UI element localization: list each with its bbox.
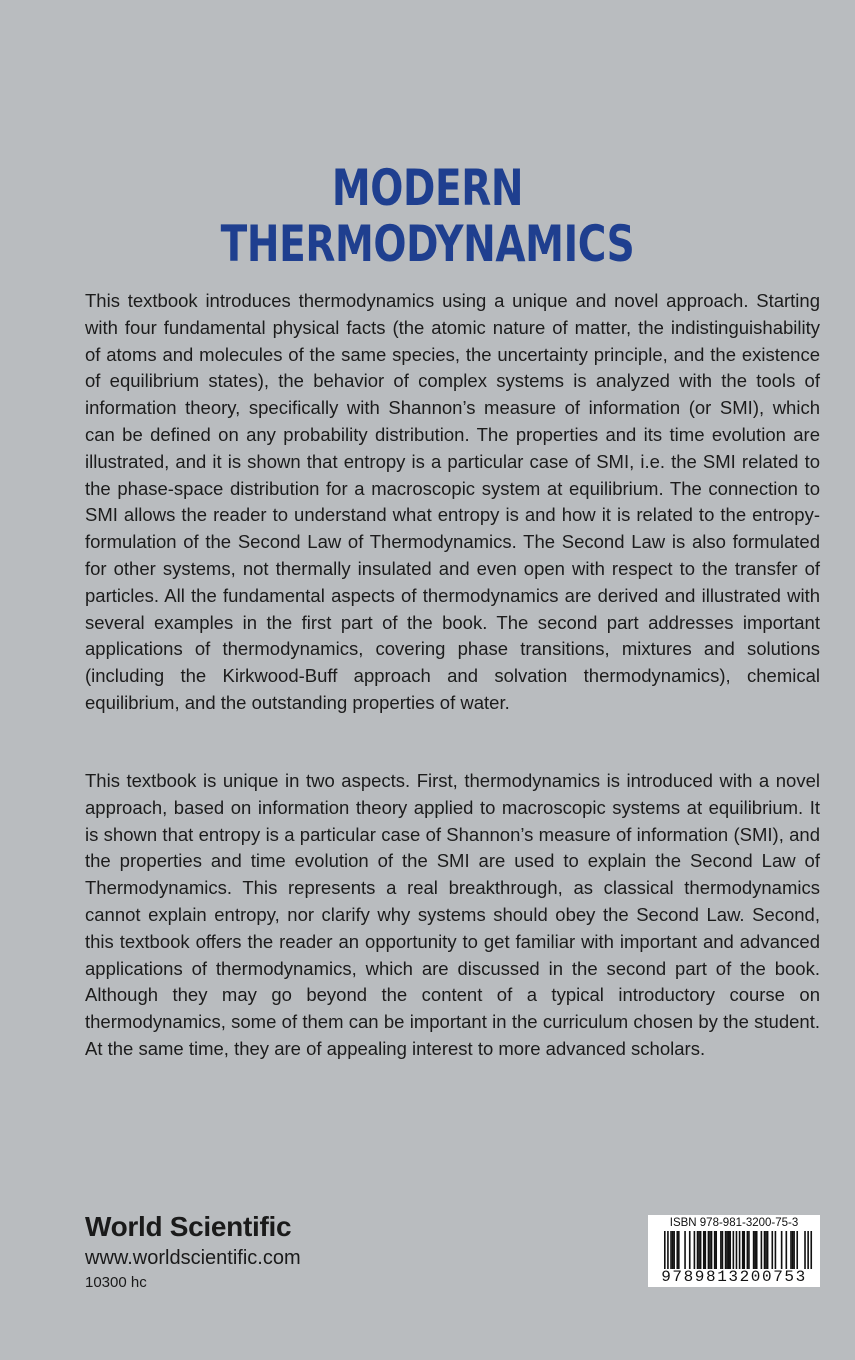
- barcode-bar: [700, 1231, 702, 1269]
- title-line-1: MODERN: [331, 159, 524, 217]
- barcode-bar: [796, 1231, 798, 1269]
- barcode-bar: [756, 1231, 758, 1269]
- barcode-bar: [765, 1231, 767, 1269]
- barcode-bar: [790, 1231, 792, 1269]
- barcode-bar: [697, 1231, 699, 1269]
- barcode-bar: [694, 1231, 696, 1269]
- barcode-bar: [720, 1231, 722, 1269]
- barcode-bar: [728, 1231, 730, 1269]
- barcode-bar: [792, 1231, 794, 1269]
- barcode-bar: [664, 1231, 666, 1271]
- barcode-bar: [748, 1231, 750, 1269]
- barcode-bar: [725, 1231, 727, 1269]
- barcode-bar: [804, 1231, 806, 1269]
- barcode-bar: [670, 1231, 672, 1269]
- barcode-bar: [722, 1231, 724, 1269]
- barcode-bar: [711, 1231, 713, 1269]
- barcode-bar: [667, 1231, 669, 1271]
- description-paragraph-2: This textbook is unique in two aspects. First, thermodynamics is introduced with a novel approach, based on information theory applied to macroscopic systems at equilibrium. It is shown that entropy is a particular case of Shannon’s measure of information (SMI), and the properties and time evolution of the SMI are used to explain the Second Law of Thermodynamics. This represents a real breakthrough, as classical thermodynamics cannot explain entropy, nor clarify why systems should obey the Second Law. Second, this textbook offers the reader an opportunity to get familiar with important and advanced applications of thermodynamics, which are discussed in the second part of the book. Although they may go beyond the content of a typical introductory course on thermodynamics, some of them can be important in the curriculum chosen by the student. At the same time, they are of appealing interest to more advanced scholars.: [85, 770, 820, 1059]
- barcode-bar: [771, 1231, 773, 1269]
- title-line-2: THERMODYNAMICS: [220, 215, 635, 273]
- barcode-bar: [678, 1231, 680, 1269]
- description-paragraph-1: This textbook introduces thermodynamics using a unique and novel approach. Starting with four fundamental physical facts (the atomic nature of matter, the indistinguishability of atoms and molecules of the same species, the uncertainty principle, and the existence of equilibrium states), the behavior of complex systems is analyzed with the tools of information theory, specifically with Shannon’s measure of information (or SMI), which can be defined on any probability distribution. The properties and its time evolution are illustrated, and it is shown that entropy is a particular case of SMI, i.e. the SMI related to the phase-space distribution for a macroscopic system at equilibrium. The connection to SMI allows the reader to understand what entropy is and how it is related to the entropy-formulation of the Second Law of Thermodynamics. The Second Law is also formulated for other systems, not thermally insulated and even open with respect to the transfer of particles. All the fundamental aspects of thermodynamics are derived and illustrated with several examples in the first part of the book. The second part addresses important applications of thermodynamics, covering phase transitions, mixtures and solutions (including the Kirkwood-Buff approach and solvation thermodynamics), chemical equilibrium, and the outstanding properties of water.: [85, 290, 820, 713]
- barcode-bar: [786, 1231, 788, 1269]
- barcode-bar: [761, 1231, 763, 1269]
- barcode-bars: [652, 1231, 816, 1271]
- barcode-bar: [764, 1231, 766, 1269]
- barcode-bar: [698, 1231, 700, 1269]
- barcode-bar: [747, 1231, 749, 1269]
- barcode-bar: [703, 1231, 705, 1269]
- barcode-bar: [714, 1231, 716, 1269]
- barcode-bar: [708, 1231, 710, 1269]
- barcode-bar: [733, 1231, 735, 1269]
- barcode-bar: [767, 1231, 769, 1269]
- product-code: 10300 hc: [85, 1274, 147, 1291]
- barcode-bar: [793, 1231, 795, 1269]
- barcode-bar: [775, 1231, 777, 1269]
- barcode-bar: [673, 1231, 675, 1269]
- barcode-bar: [807, 1231, 809, 1271]
- barcode-bar: [715, 1231, 717, 1269]
- book-title: [94, 160, 761, 272]
- publisher-name: World Scientific: [85, 1211, 292, 1242]
- barcode-bar: [689, 1231, 691, 1269]
- barcode-bar: [705, 1231, 707, 1269]
- isbn-barcode: [648, 1215, 820, 1287]
- barcode-bar: [742, 1231, 744, 1269]
- barcode-digits: 9789813200753: [648, 1269, 820, 1286]
- publisher-url: www.worldscientific.com: [85, 1247, 301, 1269]
- barcode-bar: [743, 1231, 745, 1269]
- barcode-bar: [709, 1231, 711, 1269]
- barcode-bar: [753, 1231, 755, 1269]
- barcode-bar: [739, 1231, 741, 1271]
- barcode-bar: [810, 1231, 812, 1271]
- barcode-bar: [754, 1231, 756, 1269]
- barcode-bar: [672, 1231, 674, 1269]
- isbn-label: ISBN 978-981-3200-75-3: [669, 1217, 799, 1229]
- barcode-bar: [676, 1231, 678, 1269]
- barcode-bar: [726, 1231, 728, 1269]
- publisher-block: [85, 1210, 385, 1293]
- barcode-bar: [736, 1231, 738, 1271]
- barcode-bar: [781, 1231, 783, 1269]
- barcode-bar: [729, 1231, 731, 1269]
- barcode-bar: [684, 1231, 686, 1269]
